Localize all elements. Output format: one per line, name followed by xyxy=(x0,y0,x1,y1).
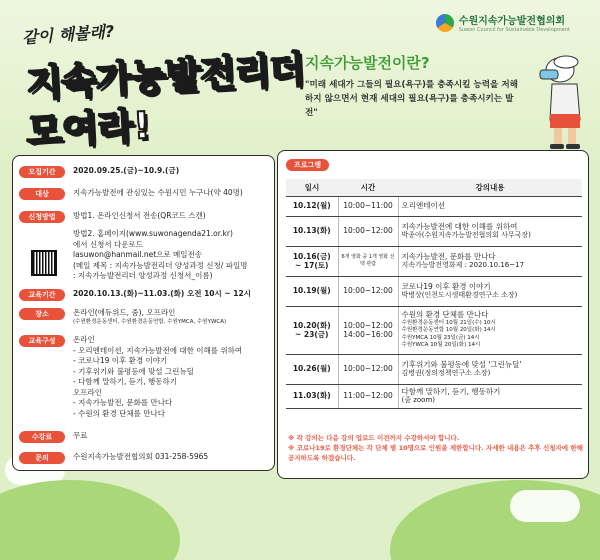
org-name-english: Suwon Council for Sustainable Development xyxy=(458,27,570,33)
place-value-detail: (수원환경운동센터, 수원환경운동연합, 수원YMCA, 수원YWCA) xyxy=(73,318,227,325)
contact-label: 문의 xyxy=(19,452,65,464)
row-title: 수원의 환경 단체를 만나다 xyxy=(401,310,489,320)
table-row xyxy=(286,354,582,384)
row-date: 10.20(화) ~ 23(금) xyxy=(286,306,338,354)
course-label: 교육구성 xyxy=(19,335,65,347)
contact-value: 수원지속가능발전협의회 031-258-5965 xyxy=(73,452,209,461)
period-row xyxy=(19,166,179,178)
row-time: 10:00~12:00 xyxy=(338,276,398,306)
row-venue-item: 수원YMCA 10월 23일(금) 14시 xyxy=(401,334,480,341)
course-item: 오프라인 xyxy=(73,387,102,397)
edu-period-row xyxy=(19,289,251,301)
org-name: 수원지속가능발전협의회 xyxy=(458,16,566,27)
definition-text: "미래 세대가 그들의 필요(욕구)를 충족시킬 능력을 저해하지 않으면서 현재 세대의 필요(욕구)를 충족시키는 발전" xyxy=(305,80,518,118)
row-subtitle: 박병상(인천도시생태환경연구소 소장) xyxy=(401,291,518,299)
target-value: 지속가능발전에 관심있는 수원시민 누구나(약 40명) xyxy=(73,188,243,197)
period-value: 2020.09.25.(금)~10.9.(금) xyxy=(73,166,180,175)
row-date: 10.19(월) xyxy=(286,276,338,306)
apply-method-2-line2: 에서 신청서 다운로드 xyxy=(73,239,143,249)
contact-row xyxy=(19,452,208,464)
table-row xyxy=(286,276,582,306)
course-item: - 오리엔테이션, 지속가능발전에 대한 이해를 위하여 xyxy=(73,345,243,355)
tagline: 같이 해볼래? xyxy=(21,21,115,48)
row-date: 11.03(화) xyxy=(286,384,338,408)
row-venue-item: 수원환경운동센터 10월 21일(수) 10시 xyxy=(401,319,496,326)
course-item: - 수원의 환경 단체를 만나다 xyxy=(73,408,165,418)
row-time: 11:00~12:00 xyxy=(338,384,398,408)
row-content xyxy=(398,384,582,408)
header-content: 강의내용 xyxy=(398,179,582,196)
target-label: 대상 xyxy=(19,188,65,200)
row-date: 10.12(월) xyxy=(286,196,338,216)
row-date: 10.13(화) xyxy=(286,216,338,246)
edu-period-value: 2020.10.13.(화)~11.03.(화) 오전 10시 ~ 12시 xyxy=(73,289,251,298)
apply-method-2-line1: 방법2. 홈페이지(www.suwonagenda21.or.kr) xyxy=(73,229,233,238)
row-time: 10:00~12:00 14:00~16:00 xyxy=(338,306,398,354)
row-venue-item: 수원환경운동연합 10월 20일(화) 14시 xyxy=(401,327,496,334)
row-content xyxy=(398,354,582,384)
row-date: 10.16(금) ~ 17(토) xyxy=(286,246,338,276)
row-content xyxy=(398,246,582,276)
row-title: 지속가능발전에 대한 이해를 위하여 xyxy=(401,221,518,231)
course-list xyxy=(73,335,242,419)
note-1: ※ 각 강의는 다음 강의 업로드 이전까지 수강하셔야 합니다. xyxy=(288,434,460,442)
binoculars-person-illustration xyxy=(522,50,592,150)
cloud-decoration xyxy=(510,490,580,522)
row-time: 10:00~12:00 xyxy=(338,354,398,384)
headline-subtitle: 모여라! xyxy=(25,103,152,154)
header-date: 일시 xyxy=(286,179,338,196)
note-2: ※ 코로나19로 환경단체는 각 단체 별 10명으로 인원을 제한합니다. 자세한 내용은 추후 신청자에 한해 공지하도록 하겠습니다. xyxy=(288,444,583,462)
program-notes xyxy=(288,433,584,463)
row-content xyxy=(398,306,582,354)
apply-method-2-line4: (메일 제목 : 지속가능발전리더 양성과정 신청/ 파일명 xyxy=(73,260,248,270)
period-label: 모집기간 xyxy=(19,166,65,178)
row-subtitle: 김병권(정의정책연구소 소장) xyxy=(401,369,491,377)
place-value: 온라인(에듀위드, 줌), 오프라인 xyxy=(73,308,176,317)
table-row xyxy=(286,246,582,276)
course-item: - 기후위기와 불평등에 맞설 그린뉴딜 xyxy=(73,366,194,376)
hill-decoration xyxy=(0,480,180,560)
table-row xyxy=(286,216,582,246)
course-item: 온라인 xyxy=(73,335,95,344)
org-logo-icon xyxy=(436,14,454,32)
fee-row xyxy=(19,431,88,443)
table-header-row xyxy=(286,179,582,196)
row-content xyxy=(398,216,582,246)
apply-label: 신청방법 xyxy=(19,211,65,223)
row-time: 10:00~11:00 xyxy=(338,196,398,216)
row-time: 10:00~12:00 xyxy=(338,216,398,246)
row-title: 지속가능발전, 문화를 만나다 xyxy=(401,251,496,261)
apply-row xyxy=(19,211,206,223)
row-subtitle: 박종아(수원지속가능발전협의회 사무국장) xyxy=(401,231,531,239)
row-time: 6개 영화 중 1개 영화 선택 관람 xyxy=(338,246,398,276)
qr-code[interactable] xyxy=(31,250,57,276)
header-time: 시간 xyxy=(338,179,398,196)
program-table xyxy=(286,179,582,409)
row-title: 코로나19 이후 환경 이야기 xyxy=(401,281,491,291)
row-subtitle: 지속가능발전영화제 : 2020.10.16~17 xyxy=(401,261,525,269)
headline-title: 지속가능발전리더 xyxy=(25,47,306,106)
course-row xyxy=(19,335,242,419)
apply-method-1: 방법1. 온라인신청서 전송(QR코드 스캔) xyxy=(73,211,206,220)
recruitment-info-panel xyxy=(12,155,275,471)
program-badge: 프로그램 xyxy=(286,159,329,171)
definition-title: 지속가능발전이란? xyxy=(305,54,430,72)
row-subtitle: (줌 zoom) xyxy=(401,396,436,404)
target-row xyxy=(19,188,243,200)
row-title: 오리엔테이션 xyxy=(401,201,445,211)
place-label: 장소 xyxy=(19,308,65,320)
course-item: - 지속가능발전, 문화를 만나다 xyxy=(73,398,173,407)
row-venue-item: 수원YWCA 10월 20일(화) 14시 xyxy=(401,342,481,349)
org-logo xyxy=(436,12,570,33)
row-content xyxy=(398,276,582,306)
row-title: 다함께 말하기, 듣기, 행동하기 xyxy=(401,386,501,396)
row-content xyxy=(398,196,582,216)
table-row xyxy=(286,306,582,354)
apply-method-2 xyxy=(73,229,247,282)
table-row xyxy=(286,384,582,408)
course-item: - 다함께 말하기, 듣기, 행동하기 xyxy=(73,377,177,386)
place-row xyxy=(19,308,226,326)
program-panel xyxy=(277,150,589,479)
table-row xyxy=(286,196,582,216)
apply-method-2-line3: lasuwon@hanmail.net으로 메일전송 xyxy=(73,250,203,259)
fee-value: 무료 xyxy=(73,431,88,440)
edu-period-label: 교육기간 xyxy=(19,289,65,301)
fee-label: 수강료 xyxy=(19,431,65,443)
apply-method-2-line5: : 지속가능발전리더 양성과정 신청서_이름) xyxy=(73,271,213,280)
course-item: - 코로나19 이후 환경 이야기 xyxy=(73,356,168,365)
row-date: 10.26(월) xyxy=(286,354,338,384)
row-title: 기후위기와 불평등에 맞설 '그린뉴딜' xyxy=(401,359,522,369)
